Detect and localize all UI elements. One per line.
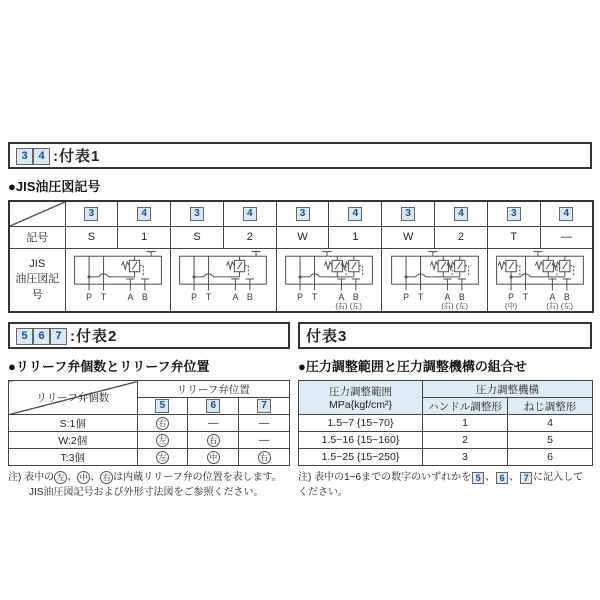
pressure-range-header — [299, 381, 423, 415]
jis-row-label-line2: 油圧図記号 — [15, 272, 60, 301]
appendix2-title-text: :付表2 — [70, 328, 118, 345]
bottom-columns — [8, 322, 592, 500]
appendix-ref-number: 5 — [16, 328, 33, 345]
svg-text:(右): (右) — [546, 301, 559, 311]
svg-text:(左): (左) — [560, 301, 573, 311]
relief-position-cell: — — [239, 432, 290, 449]
relief-position-cell — [188, 449, 239, 466]
column-number-cell — [382, 201, 435, 226]
svg-text:P: P — [85, 291, 92, 302]
symbol-cell: 2 — [435, 226, 488, 248]
appendix1-title-box — [8, 142, 592, 169]
column-ref-number: 3 — [401, 207, 415, 221]
relief-position-cell: — — [188, 415, 239, 432]
position-ref-number: 6 — [206, 399, 220, 413]
appendix-ref-number: 6 — [33, 328, 50, 345]
relief-count-corner-cell — [9, 381, 138, 415]
appendix2-section — [8, 322, 290, 500]
symbol-cell: S — [65, 226, 118, 248]
appendix3-section — [298, 322, 592, 500]
symbol-cell: W — [382, 226, 435, 248]
screw-type-cell: 6 — [508, 449, 593, 466]
mechanism-subheader: ねじ調整形 — [508, 398, 593, 415]
symbol-cell: S — [171, 226, 224, 248]
handle-type-cell: 2 — [423, 432, 508, 449]
svg-text:T: T — [417, 291, 423, 302]
appendix3-note-line: 注) 表中の1~6までの数字のいずれかを 5 、 6 、 7 に記入してください。 — [298, 472, 584, 498]
corner-diagonal-cell — [9, 201, 65, 226]
jis-symbol-cell — [65, 248, 171, 312]
column-ref-number: 4 — [348, 207, 362, 221]
column-number-cell — [65, 201, 118, 226]
svg-text:(左): (左) — [349, 301, 362, 311]
pressure-range-label: 圧力調整範囲 — [329, 386, 392, 398]
symbol-cell: 1 — [329, 226, 382, 248]
circled-position: 左 — [156, 434, 169, 447]
circled-position: 右 — [100, 471, 113, 484]
symbol-cell: 2 — [223, 226, 276, 248]
svg-text:P: P — [508, 291, 514, 302]
svg-text:P: P — [191, 291, 198, 302]
circled-position: 右 — [207, 434, 220, 447]
screw-type-cell: 5 — [508, 432, 593, 449]
position-number-cell — [239, 398, 290, 415]
jis-symbol-cell — [171, 248, 277, 312]
table-row — [299, 449, 593, 466]
jis-symbols-table — [8, 200, 594, 313]
pressure-heading: ●圧力調整範囲と圧力調整機構の組合せ — [298, 359, 527, 374]
jis-symbol-cell — [487, 248, 593, 312]
note-ref-number: 6 — [496, 472, 508, 484]
relief-valve-heading: ●リリーフ弁個数とリリーフ弁位置 — [8, 359, 210, 374]
relief-count-cell: W:2個 — [9, 432, 138, 449]
column-number-cell — [118, 201, 171, 226]
appendix-ref-number: 4 — [33, 148, 50, 165]
symbol-cell: — — [540, 226, 593, 248]
appendix2-title-numbers — [16, 326, 67, 345]
handle-type-cell: 3 — [423, 449, 508, 466]
pressure-mechanism-header: 圧力調整機構 — [423, 381, 593, 398]
circled-position: 左 — [156, 451, 169, 464]
jis-row-label — [9, 248, 65, 312]
column-ref-number: 3 — [296, 207, 310, 221]
svg-text:A: A — [127, 291, 134, 302]
column-ref-number: 4 — [137, 207, 151, 221]
svg-text:A: A — [338, 291, 345, 302]
svg-text:B: B — [458, 291, 465, 302]
svg-text:T: T — [206, 291, 212, 302]
column-ref-number: 3 — [190, 207, 204, 221]
appendix2-note — [8, 471, 290, 500]
svg-text:B: B — [247, 291, 254, 302]
relief-position-header: リリーフ弁位置 — [137, 381, 289, 398]
pressure-range-cell: 1.5~7 {15~70} — [299, 415, 423, 432]
position-ref-number: 5 — [155, 399, 169, 413]
relief-position-cell — [137, 415, 188, 432]
note-ref-number: 5 — [472, 472, 484, 484]
appendix3-title-box — [298, 322, 592, 349]
circled-position: 中 — [207, 451, 220, 464]
note-ref-number: 7 — [520, 472, 532, 484]
svg-text:T: T — [100, 291, 107, 302]
relief-count-cell: T:3個 — [9, 449, 138, 466]
jis-hydraulic-symbol — [68, 249, 168, 311]
table-row — [299, 432, 593, 449]
relief-position-cell — [137, 449, 188, 466]
pressure-range-cell: 1.5~25 {15~250} — [299, 449, 423, 466]
table-row — [9, 432, 290, 449]
appendix2-note-line1: 注) 表中の 左 、 中 、 右 は内蔵リリーフ弁の位置を表します。 — [8, 472, 282, 483]
relief-count-cell: S:1個 — [9, 415, 138, 432]
appendix-ref-number: 3 — [16, 148, 33, 165]
relief-count-label: リリーフ弁個数 — [36, 392, 110, 404]
screw-type-cell: 4 — [508, 415, 593, 432]
table-row — [9, 415, 290, 432]
column-number-cell — [276, 201, 329, 226]
column-number-cell — [171, 201, 224, 226]
position-number-cell — [188, 398, 239, 415]
relief-position-cell — [188, 432, 239, 449]
pressure-table — [298, 380, 593, 466]
svg-text:(右): (右) — [335, 301, 348, 311]
appendix2-note-line2: JIS油圧図記号および外形寸法図をご参照ください。 — [29, 486, 264, 498]
symbol-cell: T — [487, 226, 540, 248]
jis-row-label-line1: JIS — [29, 257, 46, 270]
circled-position: 中 — [77, 471, 90, 484]
appendix2-title-box — [8, 322, 290, 349]
column-ref-number: 4 — [559, 207, 573, 221]
pressure-range-cell: 1.5~16 {15~160} — [299, 432, 423, 449]
circled-position: 左 — [54, 471, 67, 484]
handle-type-cell: 1 — [423, 415, 508, 432]
position-ref-number: 7 — [257, 399, 271, 413]
column-ref-number: 4 — [454, 207, 468, 221]
column-ref-number: 3 — [507, 207, 521, 221]
jis-symbol-cell — [382, 248, 488, 312]
relief-position-cell: — — [239, 415, 290, 432]
svg-text:(中): (中) — [504, 301, 518, 311]
circled-position: 右 — [258, 451, 271, 464]
jis-hydraulic-symbol — [490, 249, 590, 311]
column-number-cell — [540, 201, 593, 226]
relief-position-cell — [239, 449, 290, 466]
appendix1-title-numbers — [16, 146, 50, 165]
jis-hydraulic-symbol — [279, 249, 379, 311]
column-number-cell — [223, 201, 276, 226]
svg-text:B: B — [352, 291, 359, 302]
svg-text:B: B — [141, 291, 148, 302]
column-number-cell — [435, 201, 488, 226]
column-number-cell — [487, 201, 540, 226]
appendix-ref-number: 7 — [50, 328, 67, 345]
svg-text:T: T — [522, 291, 529, 302]
svg-text:(右): (右) — [440, 301, 453, 311]
pressure-range-unit: MPa{kgf/cm²} — [328, 399, 393, 411]
column-ref-number: 4 — [243, 207, 257, 221]
position-number-cell — [137, 398, 188, 415]
jis-symbols-heading: ●JIS油圧図記号 — [8, 179, 101, 194]
circled-position: 右 — [156, 417, 169, 430]
svg-text:(左): (左) — [455, 301, 468, 311]
svg-text:T: T — [311, 291, 318, 302]
mechanism-subheader: ハンドル調整形 — [423, 398, 508, 415]
svg-text:B: B — [563, 291, 570, 302]
table-row — [9, 449, 290, 466]
svg-text:A: A — [232, 291, 239, 302]
svg-text:A: A — [549, 291, 556, 302]
jis-hydraulic-symbol — [385, 249, 485, 311]
svg-text:P: P — [297, 291, 303, 302]
appendix3-note — [298, 471, 592, 500]
svg-text:P: P — [402, 291, 409, 302]
relief-valve-table — [8, 380, 290, 466]
table-row — [299, 415, 593, 432]
column-number-cell — [329, 201, 382, 226]
svg-text:A: A — [444, 291, 450, 302]
jis-hydraulic-symbol — [173, 249, 273, 311]
column-ref-number: 3 — [84, 207, 98, 221]
appendix1-title-text: :付表1 — [53, 148, 101, 165]
symbol-cell: W — [276, 226, 329, 248]
symbol-cell: 1 — [118, 226, 171, 248]
appendix3-title-text: 付表3 — [306, 328, 348, 345]
relief-position-cell — [137, 432, 188, 449]
symbol-row-label: 記号 — [9, 226, 65, 248]
jis-symbol-cell — [276, 248, 382, 312]
